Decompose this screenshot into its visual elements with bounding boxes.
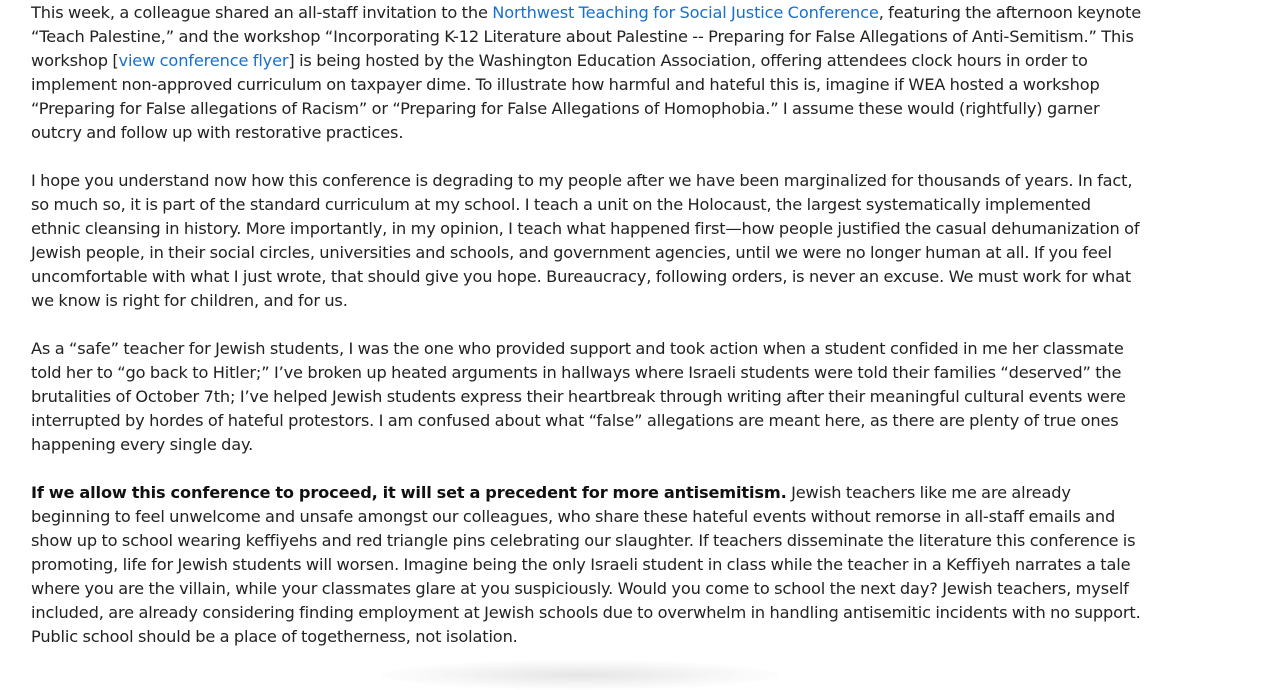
paragraph-text: This week, a colleague shared an all-staff invitation to the xyxy=(31,3,493,22)
conference-link[interactable]: Northwest Teaching for Social Justice Conference xyxy=(492,3,879,22)
conference-flyer-link[interactable]: view conference flyer xyxy=(118,51,289,70)
paragraph-precedent xyxy=(31,481,1143,649)
paragraph-safe-teacher: As a “safe” teacher for Jewish students, I was the one who provided support and took action when a student confided in me her classmate told her to “go back to Hitler;” I’ve broken up heated arguments in hallways where Israeli students were told their families “deserved” the brutalities of October 7th; I’ve helped Jewish students express their heartbreak through writing after their meaningful cultural events were interrupted by hordes of hateful protestors. I am confused about what “false” allegations are meant here, as there are plenty of true ones happening every single day. xyxy=(31,339,1126,454)
paragraph-text: Jewish teachers like me are already beginning to feel unwelcome and unsafe amongst our colleagues, who share these hateful events without remorse in all-staff emails and show up to school wearing keffiyehs and red triangle pins celebrating our slaughter. If teachers disseminate the literature this conference is promoting, life for Jewish students will worsen. Imagine being the only Israeli student in class while the teacher in a Keffiyeh narrates a tale where you are the villain, while your classmates glare at you suspiciously. Would you come to school the next day? Jewish teachers, myself included, are already considering finding employment at Jewish schools due to overwhelm in handling antisemitic incidents with no support. Public school should be a place of togetherness, not isolation. xyxy=(31,483,1141,646)
floating-bar-shadow xyxy=(380,660,780,690)
paragraph-invitation xyxy=(31,1,1143,145)
paragraph-text: ] is being hosted by the Washington Education Association, offering attendees clock hours in order to implement non-approved curriculum on taxpayer dime. To illustrate how harmful and hateful this is, imagine if WEA hosted a workshop “Preparing for False allegations of Racism” or “Preparing for False Allegations of Homophobia.” I assume these would (rightfully) garner outcry and follow up with restorative practices. xyxy=(31,51,1100,142)
bold-statement: If we allow this conference to proceed, it will set a precedent for more antisemitism. xyxy=(31,483,787,502)
paragraph-text: , featuring the afternoon keynote “Teach Palestine,” and the workshop “Incorporating K-12 Literature about Palestine -- Preparing for False Allegations of Anti-Semitism.” This workshop [ xyxy=(31,3,1142,70)
paragraph-holocaust: I hope you understand now how this conference is degrading to my people after we have been marginalized for thousands of years. In fact, so much so, it is part of the standard curriculum at my school. I teach a unit on the Holocaust, the largest systematically implemented ethnic cleansing in history. More importantly, in my opinion, I teach what happened first—how people justified the casual dehumanization of Jewish people, in their social circles, universities and schools, and government agencies, until we were no longer human at all. If you feel uncomfortable with what I just wrote, that should give you hope. Bureaucracy, following orders, is never an excuse. We must work for what we know is right for children, and for us. xyxy=(31,171,1140,310)
article-body xyxy=(31,1,1143,673)
